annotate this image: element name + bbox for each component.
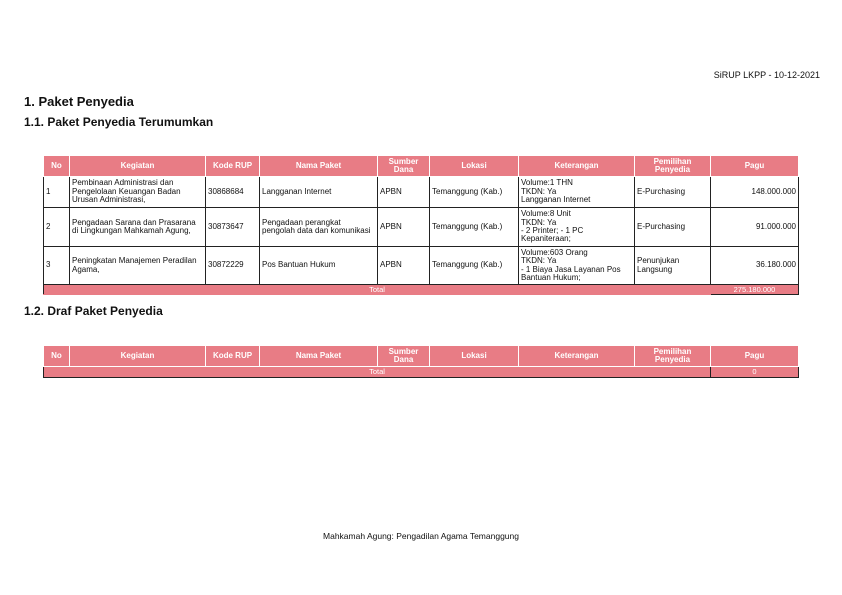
cell-kegiatan: Pembinaan Administrasi dan Pengelolaan Keuangan Badan Urusan Administrasi, bbox=[70, 177, 206, 208]
total-label: Total bbox=[44, 285, 711, 295]
col-header-nama-paket: Nama Paket bbox=[260, 346, 378, 367]
col-header-keterangan: Keterangan bbox=[519, 346, 635, 367]
col-header-keterangan: Keterangan bbox=[519, 156, 635, 177]
page-title: 1. Paket Penyedia bbox=[24, 94, 134, 109]
table-total-row bbox=[44, 367, 799, 378]
col-header-sumber-dana: Sumber Dana bbox=[378, 346, 430, 367]
cell-pagu: 148.000.000 bbox=[711, 177, 799, 208]
cell-keterangan bbox=[519, 177, 635, 208]
col-header-pagu: Pagu bbox=[711, 156, 799, 177]
cell-kegiatan: Peningkatan Manajemen Peradilan Agama, bbox=[70, 247, 206, 285]
keterangan-line: TKDN: Ya bbox=[521, 186, 557, 196]
keterangan-line: Kepaniteraan; bbox=[521, 234, 571, 244]
report-stamp: SiRUP LKPP - 10-12-2021 bbox=[713, 70, 820, 80]
cell-keterangan bbox=[519, 247, 635, 285]
cell-nama-paket: Langganan Internet bbox=[260, 177, 378, 208]
col-header-nama-paket: Nama Paket bbox=[260, 156, 378, 177]
cell-lokasi: Temanggung (Kab.) bbox=[430, 247, 519, 285]
cell-sumber-dana: APBN bbox=[378, 247, 430, 285]
cell-lokasi: Temanggung (Kab.) bbox=[430, 177, 519, 208]
col-header-kegiatan: Kegiatan bbox=[70, 346, 206, 367]
keterangan-line: TKDN: Ya bbox=[521, 217, 557, 227]
cell-pemilihan-penyedia: Penunjukan Langsung bbox=[635, 247, 711, 285]
table-row bbox=[44, 208, 799, 247]
table-total-row bbox=[44, 285, 799, 295]
cell-pemilihan-penyedia: E-Purchasing bbox=[635, 177, 711, 208]
table-row bbox=[44, 247, 799, 285]
col-header-no: No bbox=[44, 346, 70, 367]
col-header-lokasi: Lokasi bbox=[430, 346, 519, 367]
table-row bbox=[44, 177, 799, 208]
section-heading-draf: 1.2. Draf Paket Penyedia bbox=[24, 304, 163, 318]
table-paket-terumumkan bbox=[43, 155, 799, 295]
keterangan-line: Volume:1 THN bbox=[521, 178, 573, 188]
keterangan-line: Volume:603 Orang bbox=[521, 247, 588, 257]
col-header-kode-rup: Kode RUP bbox=[206, 156, 260, 177]
section-heading-terumumkan: 1.1. Paket Penyedia Terumumkan bbox=[24, 115, 214, 129]
cell-pagu: 91.000.000 bbox=[711, 208, 799, 247]
cell-no: 2 bbox=[44, 208, 70, 247]
cell-sumber-dana: APBN bbox=[378, 208, 430, 247]
cell-pemilihan-penyedia: E-Purchasing bbox=[635, 208, 711, 247]
keterangan-line: TKDN: Ya bbox=[521, 256, 557, 266]
cell-kode-rup: 30873647 bbox=[206, 208, 260, 247]
page-footer: Mahkamah Agung: Pengadilan Agama Temanggung bbox=[323, 531, 519, 541]
col-header-pemilihan-penyedia: Pemilihan Penyedia bbox=[635, 346, 711, 367]
cell-no: 3 bbox=[44, 247, 70, 285]
cell-no: 1 bbox=[44, 177, 70, 208]
cell-sumber-dana: APBN bbox=[378, 177, 430, 208]
cell-nama-paket: Pengadaan perangkat pengolah data dan komunikasi bbox=[260, 208, 378, 247]
cell-kode-rup: 30872229 bbox=[206, 247, 260, 285]
cell-keterangan bbox=[519, 208, 635, 247]
col-header-kegiatan: Kegiatan bbox=[70, 156, 206, 177]
keterangan-line: Volume:8 Unit bbox=[521, 209, 571, 219]
cell-nama-paket: Pos Bantuan Hukum bbox=[260, 247, 378, 285]
col-header-pemilihan-penyedia: Pemilihan Penyedia bbox=[635, 156, 711, 177]
col-header-kode-rup: Kode RUP bbox=[206, 346, 260, 367]
keterangan-line: Langganan Internet bbox=[521, 195, 591, 205]
total-label: Total bbox=[44, 367, 711, 378]
total-value: 275.180.000 bbox=[711, 285, 799, 295]
table-header-row bbox=[44, 346, 799, 367]
cell-kode-rup: 30868684 bbox=[206, 177, 260, 208]
col-header-lokasi: Lokasi bbox=[430, 156, 519, 177]
col-header-no: No bbox=[44, 156, 70, 177]
table-draf-paket bbox=[43, 345, 799, 378]
col-header-pagu: Pagu bbox=[711, 346, 799, 367]
col-header-sumber-dana: Sumber Dana bbox=[378, 156, 430, 177]
table-header-row bbox=[44, 156, 799, 177]
keterangan-line: - 1 Biaya Jasa Layanan Pos bbox=[521, 264, 621, 274]
cell-lokasi: Temanggung (Kab.) bbox=[430, 208, 519, 247]
keterangan-line: Bantuan Hukum; bbox=[521, 272, 581, 282]
cell-pagu: 36.180.000 bbox=[711, 247, 799, 285]
keterangan-line: - 2 Printer; - 1 PC bbox=[521, 226, 584, 235]
total-value: 0 bbox=[711, 367, 799, 378]
cell-kegiatan: Pengadaan Sarana dan Prasarana di Lingkungan Mahkamah Agung, bbox=[70, 208, 206, 247]
